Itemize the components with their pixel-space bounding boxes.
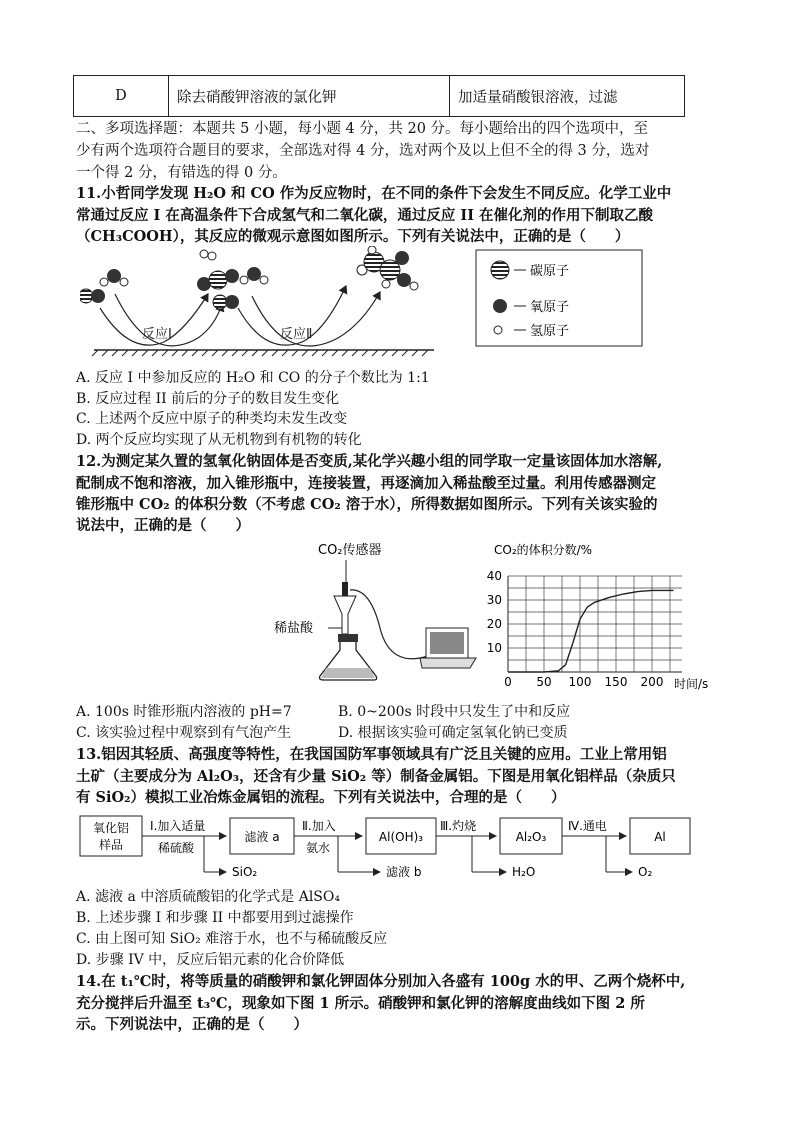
- chart-x-tick-label: 100: [568, 675, 592, 689]
- flow-box-sample-line2: 样品: [98, 838, 124, 852]
- q13-option-a: A. 滤液 a 中溶质硫酸铝的化学式是 AlSO₄: [76, 889, 340, 905]
- q11-stem-line-3: （CH₃COOH），其反应的微观示意图如图所示。下列有关说法中，正确的是（ ）: [76, 228, 630, 245]
- stopper: [338, 634, 358, 642]
- q14-stem-line-3: 示。下列说法中，正确的是（ ）: [76, 1016, 308, 1033]
- q14-stem-line-2: 充分搅拌后升温至 t₃℃，现象如下图 1 所示。硝酸钾和氯化钾的溶解度曲线如下图 2 所: [76, 995, 645, 1012]
- co-molecule-1: [80, 289, 105, 303]
- acid-label: 稀盐酸: [274, 621, 314, 636]
- table-cell-method: 加适量硝酸银溶液，过滤: [450, 76, 685, 117]
- co2-molecule: [197, 269, 239, 291]
- q11-reaction-diagram: [80, 246, 700, 366]
- table-cell-purpose: 除去硝酸钾溶液的氯化钾: [169, 76, 450, 117]
- sensor-probe: [342, 582, 348, 596]
- flow-out-2: 滤液 b: [386, 865, 422, 879]
- chart-y-tick-label: 10: [486, 641, 502, 655]
- q12-stem-line-1: 12.为测定某久置的氢氧化钠固体是否变质,某化学兴趣小组的同学取一定量该固体加水溶解,: [76, 453, 663, 470]
- flow-out-3: H₂O: [512, 865, 536, 879]
- q13-stem-line-1: 13.铝因其轻质、高强度等特性，在我国国防军事领域具有广泛且关键的应用。工业上常用铝: [76, 746, 667, 763]
- q14-stem-line-1: 14.在 t₁℃时，将等质量的硝酸钾和氯化钾固体分别加入各盛有 100g 水的甲、乙两个烧杯中,: [76, 973, 686, 990]
- chart-ylabel: CO₂的体积分数/%: [494, 543, 593, 557]
- flask-liquid: [321, 668, 375, 678]
- flow-step-2-line2: 氨水: [306, 841, 331, 855]
- acetic-acid-molecule: [357, 246, 418, 290]
- q12-option-b: B. 0~200s 时段中只发生了中和反应: [338, 704, 571, 720]
- q11-option-d: D. 两个反应均实现了从无机物到有机物的转化: [76, 432, 362, 448]
- q12-apparatus: [270, 538, 480, 688]
- water-molecule-1: [100, 269, 128, 286]
- flow-box-al2o3-label: Al₂O₃: [515, 830, 547, 844]
- q13-stem-line-3: 有 SiO₂）模拟工业冶炼金属铝的流程。下列有关说法中，合理的是（ ）: [76, 789, 566, 806]
- laptop-display: [430, 632, 464, 654]
- q13-flowchart: [76, 810, 706, 886]
- oxygen-atom-icon: [493, 299, 507, 313]
- sensor-cable: [350, 590, 428, 659]
- chart-x-tick-label: 50: [536, 675, 552, 689]
- q11-option-b: B. 反应过程 II 前后的分子的数目发生变化: [76, 391, 340, 407]
- flow-step-2-line1: Ⅱ.加入: [302, 819, 336, 833]
- co-molecule-2: [213, 295, 239, 309]
- q12-option-c: C. 该实验过程中观察到有气泡产生: [76, 725, 292, 741]
- hydrogen-atom-icon: [494, 326, 502, 334]
- q13-option-b: B. 上述步骤 I 和步骤 II 中都要用到过滤操作: [76, 910, 354, 926]
- q11-option-a: A. 反应 I 中参加反应的 H₂O 和 CO 的分子个数比为 1:1: [76, 370, 430, 386]
- reaction-2-label: 反应Ⅱ: [280, 327, 313, 342]
- section-heading-line-2: 少有两个选项符合题目的要求，全部选对得 4 分，选对两个及以上但不全的得 3 分，选对: [76, 143, 650, 159]
- carbon-atom-icon: [491, 261, 509, 279]
- flow-box-aloh3-label: Al(OH)₃: [378, 830, 424, 844]
- section-heading-line-3: 一个得 2 分，有错选的得 0 分。: [76, 165, 287, 181]
- chart-x-tick-label: 150: [604, 675, 628, 689]
- h2-molecule: [200, 250, 216, 260]
- flow-step-4: Ⅳ.通电: [568, 819, 607, 833]
- flow-out-4: O₂: [638, 865, 653, 879]
- flow-out-1: SiO₂: [232, 865, 258, 879]
- q12-stem-line-3: 锥形瓶中 CO₂ 的体积分数（不考虑 CO₂ 溶于水），所得数据如图所示。下列有关该实验的: [76, 496, 658, 513]
- flow-step-1-line2: 稀硫酸: [158, 841, 195, 855]
- q13-stem-line-2: 土矿（主要成分为 Al₂O₃，还含有少量 SiO₂ 等）制备金属铝。下图是用氧化铝样品（杂质只: [76, 768, 676, 785]
- laptop-keyboard: [420, 658, 476, 668]
- chart-x-tick-label: 200: [640, 675, 664, 689]
- q11-stem-line-2: 常通过反应 I 在高温条件下合成氢气和二氧化碳，通过反应 II 在催化剂的作用下制取乙酸: [76, 207, 654, 224]
- legend-carbon: 碳原子: [530, 264, 570, 279]
- ground-hatch: [92, 350, 428, 356]
- water-molecule-2: [240, 267, 268, 284]
- reaction-2-path-right: [252, 292, 380, 346]
- chart-xlabel: 时间/s: [674, 677, 709, 691]
- legend-hydrogen: 氢原子: [530, 324, 570, 339]
- flow-box-al-label: Al: [654, 830, 666, 844]
- flow-step-1-line1: Ⅰ.加入适量: [150, 819, 206, 833]
- q11-stem-line-1: 11.小哲同学发现 H₂O 和 CO 作为反应物时，在不同的条件下会发生不同反应。化学工业中: [76, 185, 672, 202]
- q12-stem-line-2: 配制成不饱和溶液，加入锥形瓶中，连接装置，再逐滴加入稀盐酸至过量。利用传感器测定: [76, 475, 656, 492]
- reaction-1-label: 反应Ⅰ: [142, 327, 172, 342]
- answer-table-row: [73, 75, 685, 117]
- q12-option-d: D. 根据该实验可确定氢氧化钠已变质: [338, 725, 568, 741]
- q11-option-c: C. 上述两个反应中原子的种类均未发生改变: [76, 411, 348, 427]
- chart-y-tick-label: 20: [486, 617, 502, 631]
- q12-option-a: A. 100s 时锥形瓶内溶液的 pH=7: [76, 704, 292, 720]
- flow-box-sample-line1: 氧化铝: [92, 821, 130, 835]
- legend-oxygen: 氧原子: [530, 300, 570, 315]
- chart-y-tick-label: 30: [486, 593, 502, 607]
- q12-stem-line-4: 说法中，正确的是（ ）: [76, 517, 250, 534]
- section-heading-line-1: 二、多项选择题：本题共 5 小题，每小题 4 分，共 20 分。每小题给出的四个选项中，至: [76, 121, 649, 137]
- chart-y-tick-label: 40: [486, 569, 502, 583]
- flow-step-3: Ⅲ.灼烧: [440, 819, 477, 833]
- flow-box-filtrate-a-label: 滤液 a: [244, 830, 280, 844]
- table-cell-label: D: [74, 76, 169, 117]
- chart-x-tick-label: 0: [504, 675, 512, 689]
- q12-co2-chart: [478, 538, 718, 696]
- sensor-label: CO₂传感器: [318, 543, 382, 558]
- q13-option-d: D. 步骤 IV 中，反应后铝元素的化合价降低: [76, 952, 345, 968]
- q13-option-c: C. 由上图可知 SiO₂ 难溶于水，也不与稀硫酸反应: [76, 931, 388, 947]
